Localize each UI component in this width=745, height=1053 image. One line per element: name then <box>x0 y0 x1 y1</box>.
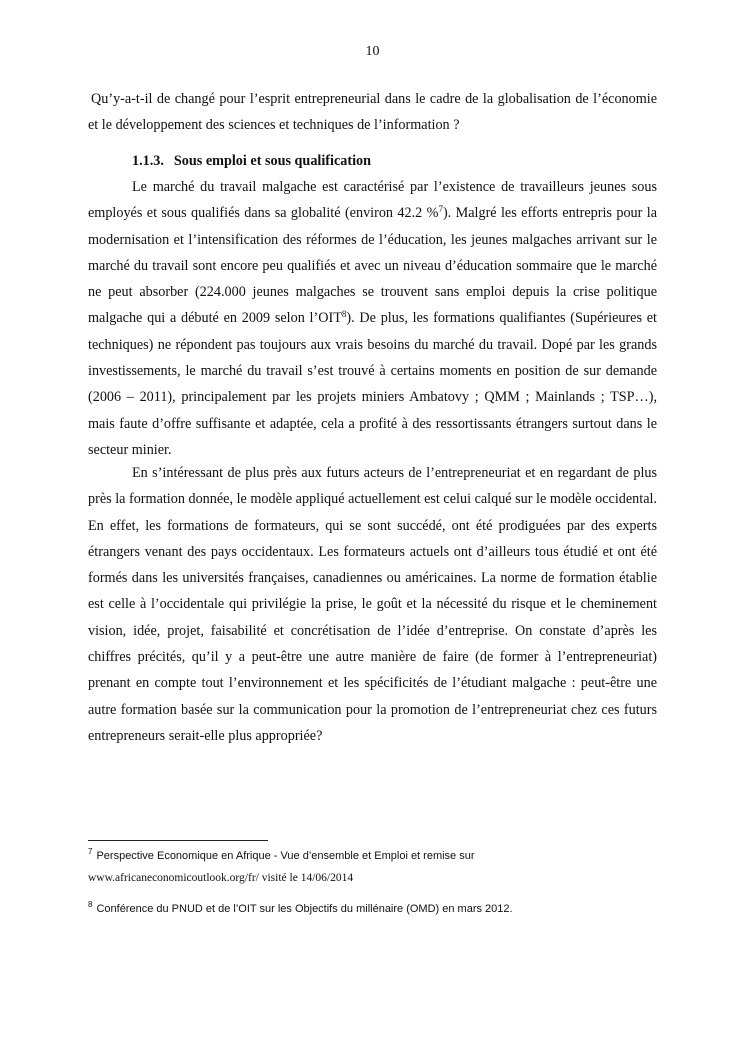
footnote-ref-8[interactable]: 8 <box>341 309 347 320</box>
intro-question: Qu’y-a-t-il de changé pour l’esprit entrepreneurial dans le cadre de la globalisation de l’économie et le développement des sciences et techniques de l’information ? <box>88 91 657 134</box>
footnote-separator <box>88 840 268 841</box>
footnote-8-text: Conférence du PNUD et de l’OIT sur les Objectifs du millénaire (OMD) en mars 2012. <box>96 903 513 915</box>
page-number: 10 <box>365 44 380 59</box>
section-heading <box>132 150 371 172</box>
footnote-7-text: Perspective Economique en Afrique - Vue d’ensemble et Emploi et remise sur <box>96 850 475 862</box>
footnote-7 <box>88 848 688 864</box>
paragraph1-part2: ). Malgré les efforts entrepris pour la modernisation et l’intensification des réformes de l’éducation, les jeunes malgaches arrivant sur le marché du travail sont encore peu qualifiés et avec un niveau d’éducation sommaire que le marché ne peut absorber (224.000 jeunes malgaches se trouvent sans emploi depuis la crise politique malgache qui a débuté en 2009 selon l’OIT <box>88 205 657 327</box>
paragraph1-part1: Le marché du travail malgache est caractérisé par l’existence de travailleurs jeunes sous employés et sous qualifiés dans sa globalité (environ 42.2 % <box>88 179 657 222</box>
footnote-ref-7[interactable]: 7 <box>438 204 443 215</box>
paragraph1-part3: ). De plus, les formations qualifiantes (Supérieures et techniques) ne répondent pas toujours aux vrais besoins du marché du travail. Dopé par les grands investissements, le marché du travail s’est trouvé à certains moments en position de sur demande (2006 – 2011), principalement par les projets miniers Ambatovy ; QMM ; Mainlands ; TSP…), mais faute d’offre suffisante et adaptée, cela a profité à des ressortissants étrangers surtout dans le secteur minier. <box>88 310 657 458</box>
section-title: Sous emploi et sous qualification <box>173 153 372 169</box>
paragraph-training-model: En s’intéressant de plus près aux futurs acteurs de l’entrepreneuriat et en regardant de plus près la formation donnée, le modèle appliqué actuellement est celui calqué sur le modèle occidental. En effet, les formations de formateurs, qui se sont succédé, ont été prodiguées par des experts étrangers venant des pays occidentaux. Les formateurs actuels ont d’ailleurs tous étudié et ont été formés dans les universités françaises, canadiennes ou américaines. La norme de formation établie est celle à l’occidentale qui privilégie la prise, le goût et la nécessité du risque et le cheminement vision, idée, projet, faisabilité et concrétisation de l’idée d’entreprise. On constate d’après les chiffres précités, qu’il y a peut-être une autre manière de faire (de former à l’entrepreneuriat) prenant en compte tout l’environnement et les spécificités de l’étudiant malgache : peut-être une autre formation basée sur la communication pour la promotion de l’entrepreneuriat chez ces futurs entrepreneurs serait-elle plus appropriée? <box>88 465 657 744</box>
paragraph-labour-market <box>88 174 657 463</box>
footnote-7-mark: 7 <box>88 847 93 856</box>
footnote-7-url[interactable]: www.africaneconomicoutlook.org/fr/ visité le 14/06/2014 <box>88 872 354 884</box>
section-number: 1.1.3. <box>132 153 164 169</box>
footnote-8 <box>88 901 688 917</box>
footnote-8-mark: 8 <box>88 900 93 909</box>
